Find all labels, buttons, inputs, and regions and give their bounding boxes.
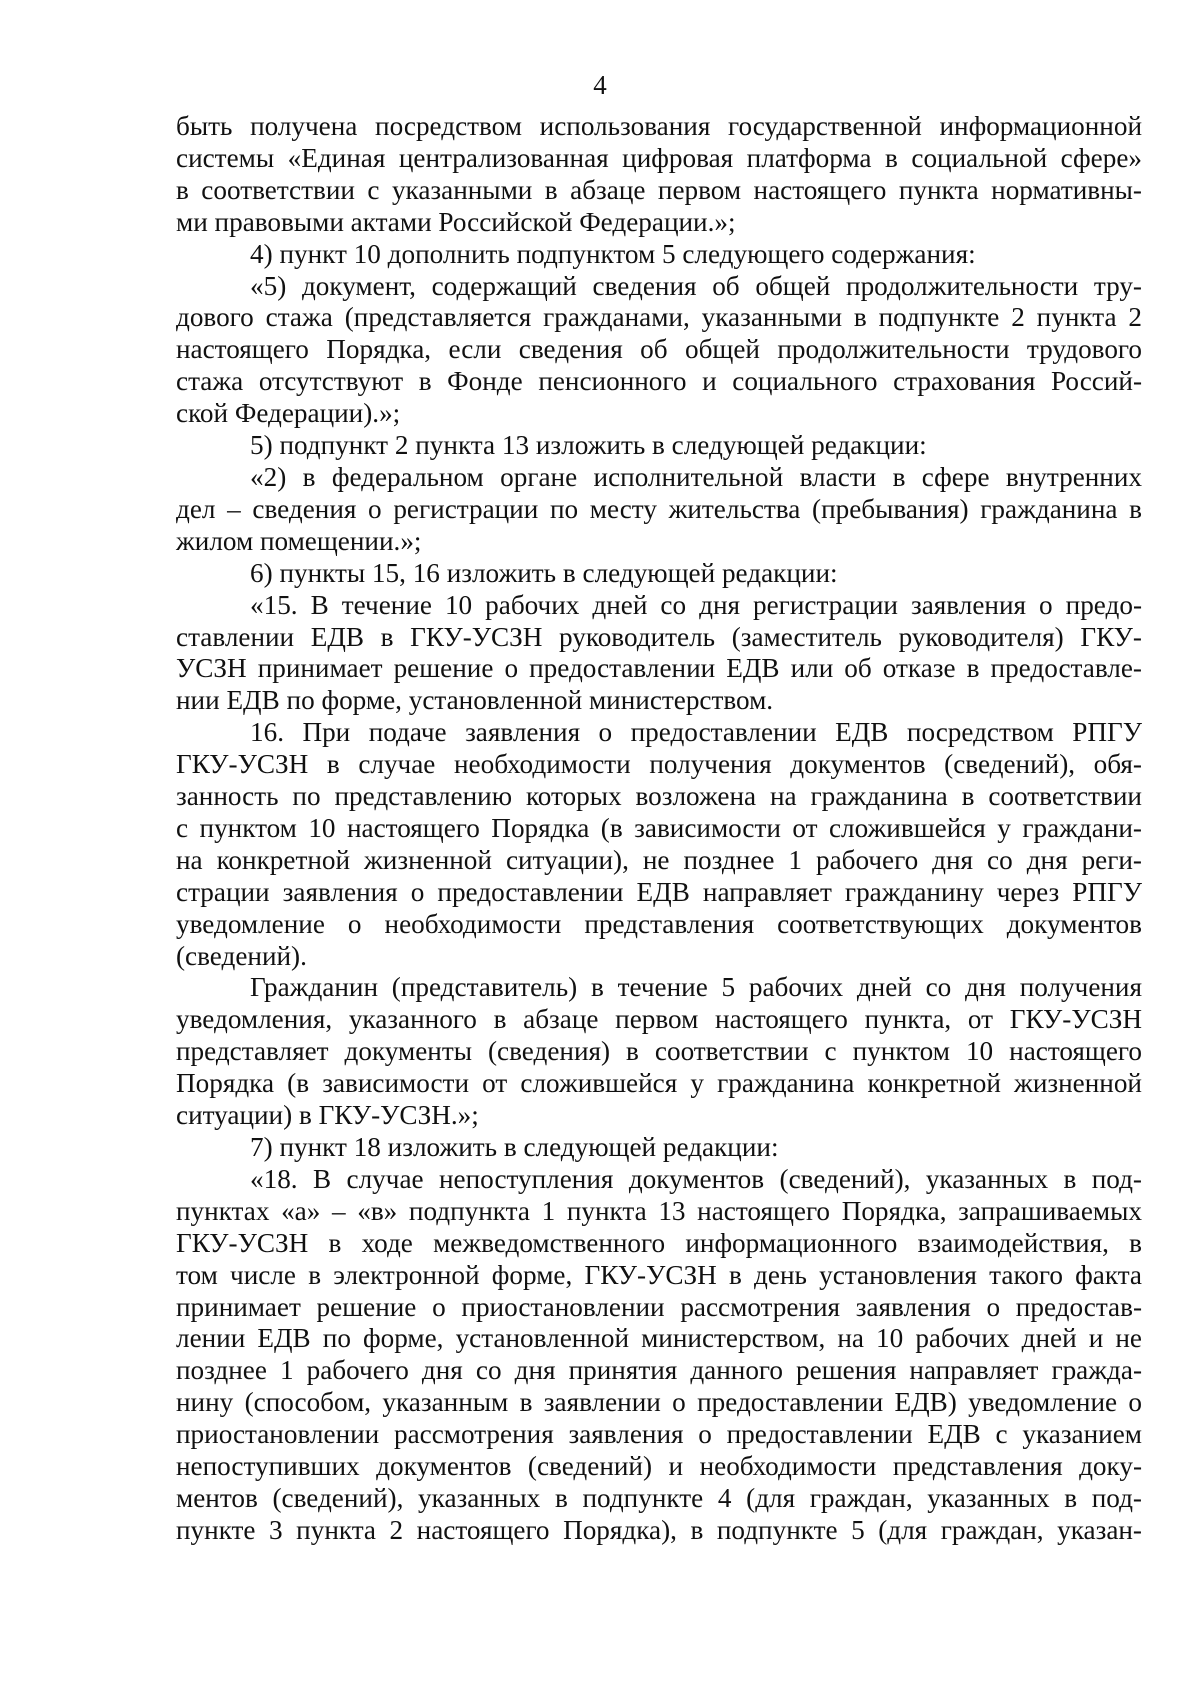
text-line: ГКУ-УСЗН в ходе межведомственного информационного взаимодействия, в xyxy=(176,1227,1142,1258)
text-line: пункте 3 пункта 2 настоящего Порядка), в подпункте 5 (для граждан, указан- xyxy=(176,1514,1142,1545)
text-line: страции заявления о предоставлении ЕДВ направляет гражданину через РПГУ xyxy=(176,876,1142,907)
text-line: 16. При подаче заявления о предоставлении ЕДВ посредством РПГУ xyxy=(250,717,1142,748)
text-line: ской Федерации).»; xyxy=(176,398,401,429)
text-line: (сведений). xyxy=(176,940,307,971)
text-line: приостановлении рассмотрения заявления о предоставлении ЕДВ с указанием xyxy=(176,1419,1142,1450)
text-line: нии ЕДВ по форме, установленной министерством. xyxy=(176,685,774,716)
text-line: настоящего Порядка, если сведения об общей продолжительности трудового xyxy=(176,334,1142,365)
text-line: Порядка (в зависимости от сложившейся у гражданина конкретной жизненной xyxy=(176,1068,1142,1099)
text-line: лении ЕДВ по форме, установленной министерством, на 10 рабочих дней и не xyxy=(176,1323,1142,1354)
text-line: ситуации) в ГКУ-УСЗН.»; xyxy=(176,1100,479,1131)
text-line: ми правовыми актами Российской Федерации.»; xyxy=(176,206,736,237)
text-line: на конкретной жизненной ситуации), не позднее 1 рабочего дня со дня реги- xyxy=(176,844,1142,875)
text-line: «2) в федеральном органе исполнительной власти в сфере внутренних xyxy=(250,461,1142,492)
text-line: с пунктом 10 настоящего Порядка (в зависимости от сложившейся у граждани- xyxy=(176,812,1142,843)
text-line: принимает решение о приостановлении рассмотрения заявления о предостав- xyxy=(176,1291,1142,1322)
text-line: том числе в электронной форме, ГКУ-УСЗН в день установления такого факта xyxy=(176,1259,1142,1290)
text-line: «18. В случае непоступления документов (сведений), указанных в под- xyxy=(250,1163,1142,1194)
text-line: в соответствии с указанными в абзаце первом настоящего пункта нормативны- xyxy=(176,174,1142,205)
text-line: Гражданин (представитель) в течение 5 рабочих дней со дня получения xyxy=(250,972,1142,1003)
text-line: «15. В течение 10 рабочих дней со дня регистрации заявления о предо- xyxy=(250,589,1142,620)
text-line: 5) подпункт 2 пункта 13 изложить в следующей редакции: xyxy=(250,430,927,461)
text-line: «5) документ, содержащий сведения об общей продолжительности тру- xyxy=(250,270,1142,301)
document-body xyxy=(176,111,1142,1547)
text-line: позднее 1 рабочего дня со дня принятия данного решения направляет гражда- xyxy=(176,1355,1142,1386)
text-line: дел – сведения о регистрации по месту жительства (пребывания) гражданина в xyxy=(176,493,1142,524)
text-line: уведомления, указанного в абзаце первом настоящего пункта, от ГКУ-УСЗН xyxy=(176,1004,1142,1035)
text-line: нину (способом, указанным в заявлении о предоставлении ЕДВ) уведомление о xyxy=(176,1387,1142,1418)
text-line: быть получена посредством использования государственной информационной xyxy=(176,111,1142,141)
text-line: 7) пункт 18 изложить в следующей редакции: xyxy=(250,1132,779,1162)
text-line: дового стажа (представляется гражданами, указанными в подпункте 2 пункта 2 xyxy=(176,302,1142,333)
text-line: уведомление о необходимости представления соответствующих документов xyxy=(176,908,1142,939)
text-line: пунктах «а» – «в» подпункта 1 пункта 13 настоящего Порядка, запрашиваемых xyxy=(176,1195,1142,1226)
text-line: ГКУ-УСЗН в случае необходимости получения документов (сведений), обя- xyxy=(176,749,1142,780)
text-line: 4) пункт 10 дополнить подпунктом 5 следующего содержания: xyxy=(250,238,976,269)
text-line: непоступивших документов (сведений) и необходимости представления доку- xyxy=(176,1451,1142,1482)
text-line: УСЗН принимает решение о предоставлении ЕДВ или об отказе в предоставле- xyxy=(176,653,1142,684)
text-line: занность по представлению которых возложена на гражданина в соответствии xyxy=(176,781,1142,812)
page-number: 4 xyxy=(593,70,607,100)
text-line: стажа отсутствуют в Фонде пенсионного и социального страхования Россий- xyxy=(176,366,1142,397)
text-line: ментов (сведений), указанных в подпункте 4 (для граждан, указанных в под- xyxy=(176,1482,1142,1513)
text-line: представляет документы (сведения) в соответствии с пунктом 10 настоящего xyxy=(176,1036,1142,1067)
text-line: системы «Единая централизованная цифровая платформа в социальной сфере» xyxy=(176,142,1142,173)
text-line: 6) пункты 15, 16 изложить в следующей редакции: xyxy=(250,557,838,588)
text-line: жилом помещении.»; xyxy=(176,525,422,556)
text-line: ставлении ЕДВ в ГКУ-УСЗН руководитель (заместитель руководителя) ГКУ- xyxy=(176,621,1142,652)
